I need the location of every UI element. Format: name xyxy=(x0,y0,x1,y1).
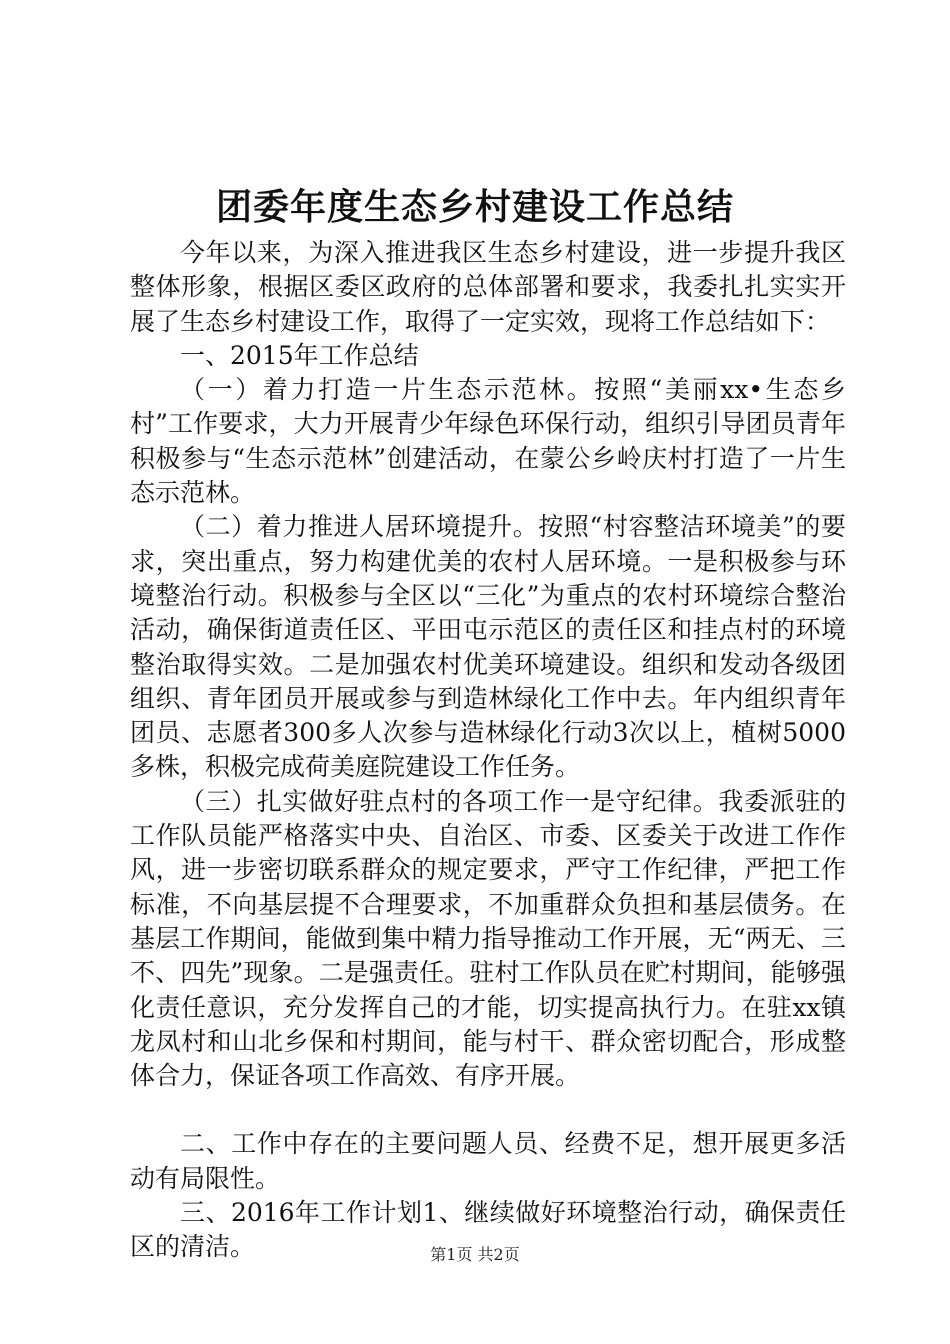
paragraph-village-work: （三）扎实做好驻点村的各项工作一是守纪律。我委派驻的工作队员能严格落实中央、自治区、市委、区委关于改进工作作风，进一步密切联系群众的规定要求，严守工作纪律，严把工作标准，不向基层提不合理要求，不加重群众负担和基层债务。在基层工作期间，能做到集中精力指导推动工作开展，无“两无、三不、四先”现象。二是强责任。驻村工作队员在贮村期间，能够强化责任意识，充分发挥自己的才能，切实提高执行力。在驻xx镇龙凤村和山北乡保和村期间，能与村干、群众密切配合，形成整体合力，保证各项工作高效、有序开展。 xyxy=(130,786,846,1091)
page-number: 第1页 共2页 xyxy=(430,1245,520,1264)
paragraph-eco-forest: （一）着力打造一片生态示范林。按照“美丽xx•生态乡村”工作要求，大力开展青少年绿色环保行动，组织引导团员青年积极参与“生态示范林”创建活动，在蒙公乡岭庆村打造了一片生态示范林。 xyxy=(130,375,846,508)
document-title: 团委年度生态乡村建设工作总结 xyxy=(215,187,734,228)
paragraph-intro: 今年以来，为深入推进我区生态乡村建设，进一步提升我区整体形象，根据区委区政府的总体部署和要求，我委扎扎实实开展了生态乡村建设工作，取得了一定实效，现将工作总结如下： xyxy=(130,238,846,336)
paragraph-2016-plan: 三、2016年工作计划1、继续做好环境整治行动，确保责任区的清洁。 xyxy=(130,1198,846,1262)
section-heading-2015-summary: 一、2015年工作总结 xyxy=(180,340,419,370)
paragraph-main-problems: 二、工作中存在的主要问题人员、经费不足，想开展更多活动有局限性。 xyxy=(130,1129,846,1193)
document-body xyxy=(130,236,846,1265)
paragraph-living-environment: （二）着力推进人居环境提升。按照“村容整洁环境美”的要求，突出重点，努力构建优美的农村人居环境。一是积极参与环境整治行动。积极参与全区以“三化”为重点的农村环境综合整治活动，确保街道责任区、平田屯示范区的责任区和挂点村的环境整治取得实效。二是加强农村优美环境建设。组织和发动各级团组织、青年团员开展或参与到造林绿化工作中去。年内组织青年团员、志愿者300多人次参与造林绿化行动3次以上，植树5000多株，积极完成荷美庭院建设工作任务。 xyxy=(130,512,846,782)
